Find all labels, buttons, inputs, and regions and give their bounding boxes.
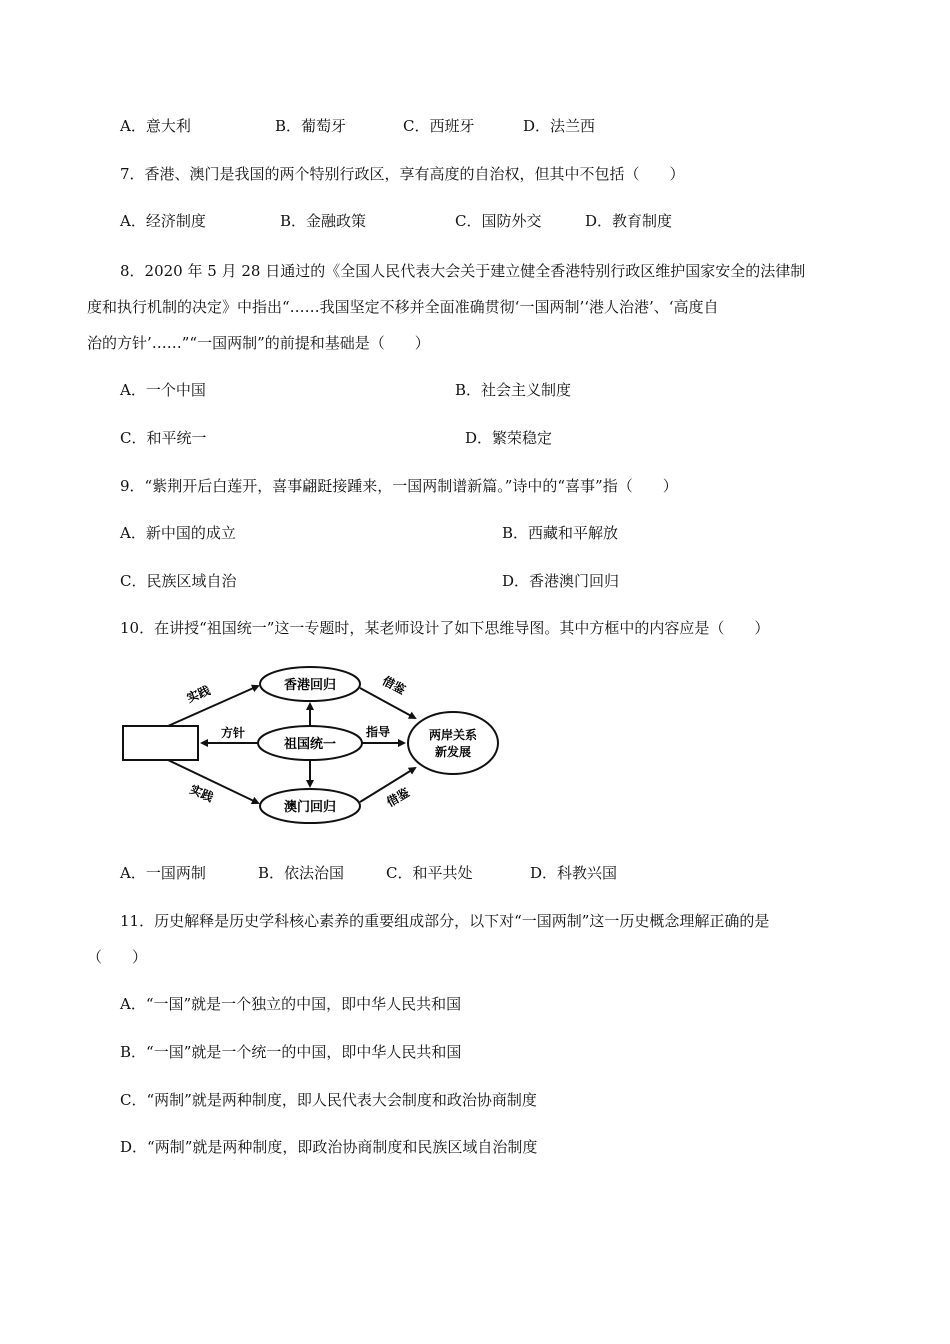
edge-label-fangzhen: 方针 <box>220 726 246 740</box>
edge-label-jiejian-bottom: 借鉴 <box>384 785 412 810</box>
q11-stem-line-1: 11．历史解释是历史学科核心素养的重要组成部分，以下对“一国两制”这一历史概念理解正确的是 <box>120 912 770 930</box>
q8-stem-line-3: 治的方针’……”“一国两制”的前提和基础是（ ） <box>87 334 430 352</box>
q10-option-d: D．科教兴国 <box>530 864 618 882</box>
q8-option-b: B．社会主义制度 <box>455 381 572 399</box>
node-reunification-label: 祖国统一 <box>283 737 337 752</box>
q11-stem-line-2: （ ） <box>87 948 148 966</box>
q6-option-c: C．西班牙 <box>403 117 475 135</box>
q9-option-c: C．民族区域自治 <box>120 572 237 590</box>
q11-option-c: C．“两制”就是两种制度，即人民代表大会制度和政治协商制度 <box>120 1091 537 1109</box>
q7-option-c: C．国防外交 <box>455 212 542 230</box>
node-macau-label: 澳门回归 <box>283 800 337 815</box>
q10-option-a: A．一国两制 <box>120 864 206 882</box>
q7-option-b: B．金融政策 <box>280 212 367 230</box>
q6-option-b: B．葡萄牙 <box>275 117 347 135</box>
q8-stem-line-1: 8．2020 年 5 月 28 日通过的《全国人民代表大会关于建立健全香港特别行政区维护国家安全的法律制 <box>120 262 806 280</box>
edge-label-jiejian-top: 借鉴 <box>379 673 408 698</box>
q7-stem: 7．香港、澳门是我国的两个特别行政区，享有高度的自治权，但其中不包括（ ） <box>120 165 685 183</box>
q11-option-b: B．“一国”就是一个统一的中国，即中华人民共和国 <box>120 1043 462 1061</box>
q9-option-d: D．香港澳门回归 <box>502 572 620 590</box>
q10-option-b: B．依法治国 <box>258 864 345 882</box>
mind-map-diagram <box>110 655 510 840</box>
q9-option-a: A．新中国的成立 <box>120 524 236 542</box>
q6-option-a: A．意大利 <box>120 117 191 135</box>
q10-option-c: C．和平共处 <box>386 864 473 882</box>
q7-option-a: A．经济制度 <box>120 212 206 230</box>
edge-label-zhidao: 指导 <box>365 725 391 739</box>
q11-option-a: A．“一国”就是一个独立的中国，即中华人民共和国 <box>120 995 462 1013</box>
q8-option-a: A．一个中国 <box>120 381 206 399</box>
edge-label-shijian-bottom: 实践 <box>187 782 216 805</box>
node-hongkong-label: 香港回归 <box>283 678 337 693</box>
q6-option-d: D．法兰西 <box>523 117 596 135</box>
answer-box <box>123 726 198 760</box>
q8-option-d: D．繁荣稳定 <box>465 429 553 447</box>
node-cross-strait <box>408 712 498 774</box>
node-crossstrait-label-1: 两岸关系 <box>428 728 478 742</box>
q11-option-d: D．“两制”就是两种制度，即政治协商制度和民族区域自治制度 <box>120 1138 538 1156</box>
arrow-hongkong-to-crossstrait <box>360 688 415 718</box>
q9-stem: 9．“紫荆开后白莲开，喜事翩跹接踵来，一国两制谱新篇。”诗中的“喜事”指（ ） <box>120 477 678 495</box>
q8-stem-line-2: 度和执行机制的决定》中指出“……我国坚定不移并全面准确贯彻‘一国两制’‘港人治港’、‘高度自 <box>87 298 719 316</box>
q7-option-d: D．教育制度 <box>585 212 673 230</box>
q9-option-b: B．西藏和平解放 <box>502 524 619 542</box>
node-crossstrait-label-2: 新发展 <box>434 745 472 759</box>
edge-label-shijian-top: 实践 <box>184 683 213 706</box>
q10-stem: 10．在讲授“祖国统一”这一专题时，某老师设计了如下思维导图。其中方框中的内容应是（ ） <box>120 619 770 637</box>
q8-option-c: C．和平统一 <box>120 429 207 447</box>
arrow-box-to-hongkong <box>168 686 258 726</box>
